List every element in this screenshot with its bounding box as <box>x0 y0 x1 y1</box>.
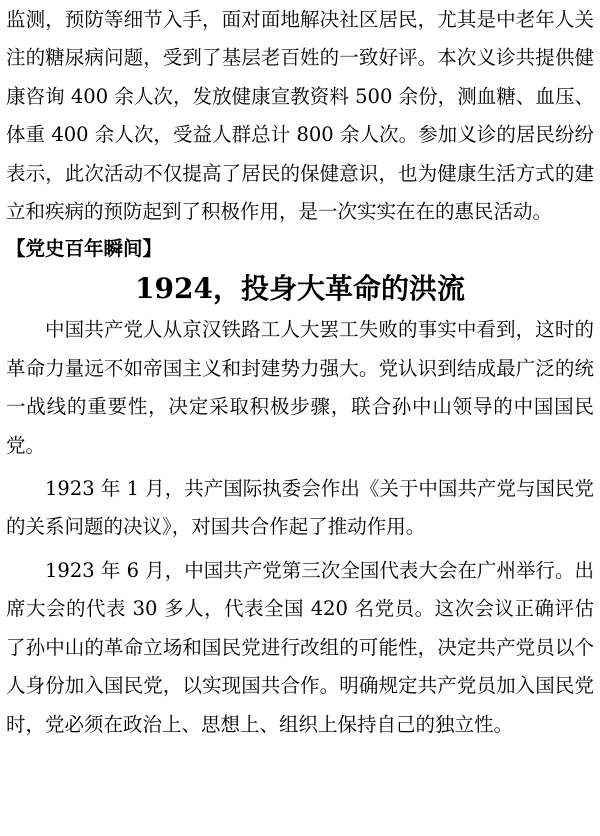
body-paragraph-2: 1923 年 1 月，共产国际执委会作出《关于中国共产党与国民党的关系问题的决议》，对国共合作起了推动作用。 <box>6 477 594 539</box>
body-paragraph-1: 中国共产党人从京汉铁路工人大罢工失败的事实中看到，这时的革命力量远不如帝国主义和封建势力强大。党认识到结成最广泛的统一战线的重要性，决定采取积极步骤，联合孙中山领导的中国国民党。 <box>6 318 594 457</box>
intro-paragraph: 监测，预防等细节入手，面对面地解决社区居民，尤其是中老年人关注的糖尿病问题，受到了基层老百姓的一致好评。本次义诊共提供健康咨询 400 余人次，发放健康宣教资料 500 余份，测血糖、血压、体重 400 余人次，受益人群总计 800 余人次。参加义诊的居民纷纷表示，此次活动不仅提高了居民的保健意识，也为健康生活方式的建立和疾病的预防起到了积极作用，是一次实实在在的惠民活动。 <box>6 8 594 224</box>
section-label: 【党史百年瞬间】 <box>6 237 163 261</box>
body-paragraph-3: 1923 年 6 月，中国共产党第三次全国代表大会在广州举行。出席大会的代表 30 多人，代表全国 420 名党员。这次会议正确评估了孙中山的革命立场和国民党进行改组的可能性，决定共产党员以个人身份加入国民党，以实现国共合作。明确规定共产党员加入国民党时，党必须在政治上、思想上、组织上保持自己的独立性。 <box>6 558 594 736</box>
article-title: 1924，投身大革命的洪流 <box>135 272 465 306</box>
